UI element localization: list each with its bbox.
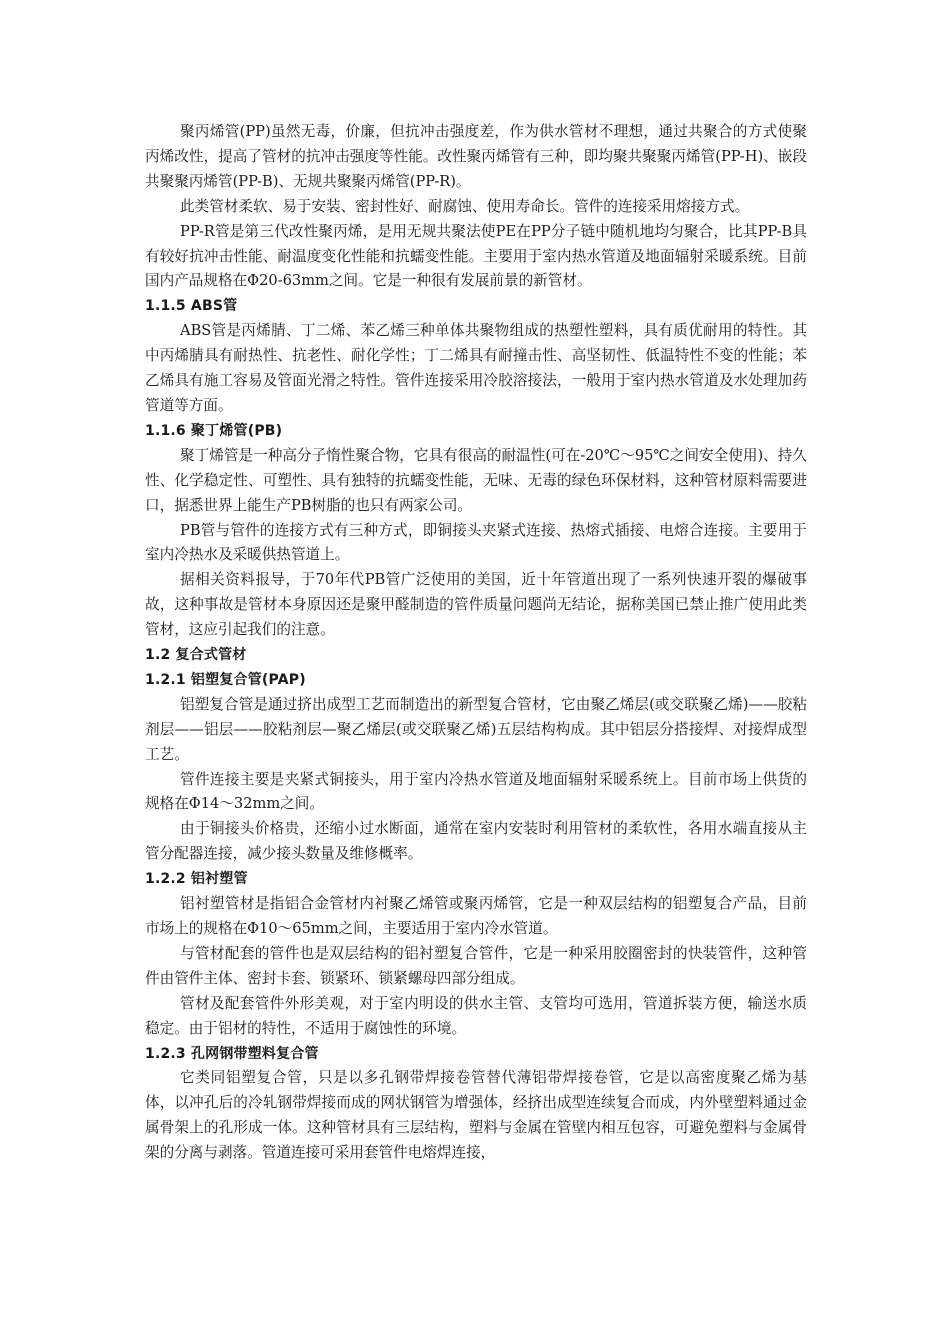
heading-composite-pipes: 1.2 复合式管材 — [145, 647, 247, 664]
paragraph-pp-properties: 此类管材柔软、易于安装、密封性好、耐腐蚀、使用寿命长。管件的连接采用熔接方式。 — [180, 197, 750, 215]
paragraph-pap-installation: 由于铜接头价格贵，还缩小过水断面，通常在室内安装时利用管材的柔软性，各用水端直接从主管分配器连接，减少接头数量及维修概率。 — [145, 820, 807, 863]
paragraph-pp-intro: 聚丙烯管(PP)虽然无毒，价廉，但抗冲击强度差，作为供水管材不理想，通过共聚合的方式使聚丙烯改性，提高了管材的抗冲击强度等性能。改性聚丙烯管有三种，即均聚共聚聚丙烯管(PP-H)、嵌段共聚聚丙烯管(PP-B)、无规共聚聚丙烯管(PP-R)。 — [145, 123, 807, 190]
paragraph-steel-mesh: 它类同铝塑复合管，只是以多孔钢带焊接卷管替代薄铝带焊接卷管，它是以高密度聚乙烯为基体，以冲孔后的冷轧钢带焊接而成的网状钢管为增强体，经挤出成型连续复合而成，内外壁塑料通过金属骨架上的孔形成一体。这种管材具有三层结构，塑料与金属在管壁内相互包容，可避免塑料与金属骨架的分离与剥落。管道连接可采用套管件电熔焊连接， — [145, 1069, 807, 1162]
paragraph-pb-intro: 聚丁烯管是一种高分子惰性聚合物，它具有很高的耐温性(可在-20℃～95℃之间安全使用)、持久性、化学稳定性、可塑性、具有独特的抗蠕变性能，无味、无毒的绿色环保材料，这种管材原料需要进口，据悉世界上能生产PB树脂的也只有两家公司。 — [145, 446, 807, 514]
heading-aluminum-lined-pipe: 1.2.2 铝衬塑管 — [145, 871, 248, 888]
paragraph-pb-connection: PB管与管件的连接方式有三种方式，即铜接头夹紧式连接、热熔式插接、电熔合连接。主要用于室内冷热水及采暖供热管道上。 — [145, 521, 807, 564]
paragraph-aluminum-lined-usage: 管材及配套管件外形美观，对于室内明设的供水主管、支管均可选用，管道拆装方便，输送水质稳定。由于铝材的特性，不适用于腐蚀性的环境。 — [145, 994, 807, 1037]
paragraph-aluminum-lined-fittings: 与管材配套的管件也是双层结构的铝衬塑复合管件，它是一种采用胶圈密封的快装管件，这种管件由管件主体、密封卡套、锁紧环、锁紧螺母四部分组成。 — [145, 944, 807, 987]
heading-steel-mesh-pipe: 1.2.3 孔网钢带塑料复合管 — [145, 1045, 319, 1062]
heading-abs-pipe: 1.1.5 ABS管 — [145, 298, 238, 315]
document-body — [145, 120, 807, 1166]
paragraph-aluminum-lined-intro: 铝衬塑管材是指铝合金管材内衬聚乙烯管或聚丙烯管，它是一种双层结构的铝塑复合产品，目前市场上的规格在Φ10～65mm之间，主要适用于室内冷水管道。 — [145, 895, 807, 937]
paragraph-ppr: PP-R管是第三代改性聚丙烯，是用无规共聚法使PE在PP分子链中随机地均匀聚合，比其PP-B具有较好抗冲击性能、耐温度变化性能和抗蠕变性能。主要用于室内热水管道及地面辐射采暖系统。目前国内产品规格在Φ20-63mm之间。它是一种很有发展前景的新管材。 — [145, 222, 807, 290]
paragraph-abs: ABS管是丙烯腈、丁二烯、苯乙烯三种单体共聚物组成的热塑性塑料，具有质优耐用的特性。其中丙烯腈具有耐热性、抗老性、耐化学性；丁二烯具有耐撞击性、高坚韧性、低温特性不变的性能；苯乙烯具有施工容易及管面光滑之特性。管件连接采用冷胶溶接法，一般用于室内热水管道及水处理加药管道等方面。 — [145, 322, 807, 414]
paragraph-pap-structure: 铝塑复合管是通过挤出成型工艺而制造出的新型复合管材，它由聚乙烯层(或交联聚乙烯)——胶粘剂层——铝层——胶粘剂层—聚乙烯层(或交联聚乙烯)五层结构构成。其中铝层分搭接焊、对接焊成型工艺。 — [145, 695, 808, 763]
heading-pb-pipe: 1.1.6 聚丁烯管(PB) — [145, 422, 283, 439]
paragraph-pb-accidents: 据相关资料报导，于70年代PB管广泛使用的美国，近十年管道出现了一系列快速开裂的爆破事故，这种事故是管材本身原因还是聚甲醛制造的管件质量问题尚无结论，据称美国已禁止推广使用此类管材，这应引起我们的注意。 — [145, 571, 807, 639]
paragraph-pap-connection: 管件连接主要是夹紧式铜接头，用于室内冷热水管道及地面辐射采暖系统上。目前市场上供货的规格在Φ14～32mm之间。 — [145, 770, 807, 813]
heading-pap-pipe: 1.2.1 铝塑复合管(PAP) — [145, 671, 306, 688]
